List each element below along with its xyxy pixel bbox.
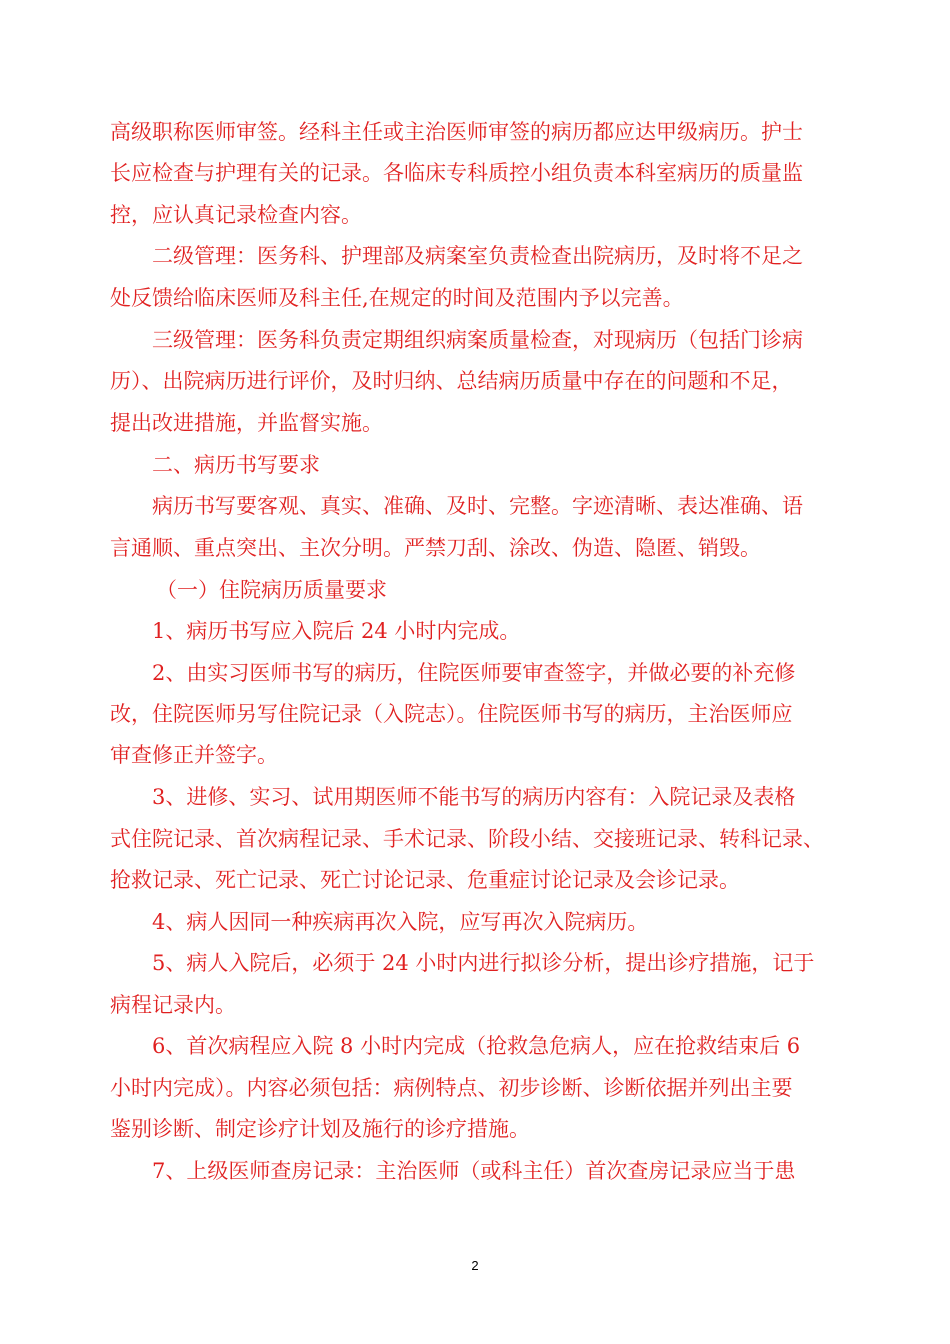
text-line: 小时内完成）。内容必须包括：病例特点、初步诊断、诊断依据并列出主要	[110, 1076, 793, 1100]
text-line: 高级职称医师审签。经科主任或主治医师审签的病历都应达甲级病历。护士	[110, 120, 803, 144]
text-line: 三级管理：医务科负责定期组织病案质量检查，对现病历（包括门诊病	[152, 328, 803, 352]
text-line: 抢救记录、死亡记录、死亡讨论记录、危重症讨论记录及会诊记录。	[110, 868, 740, 892]
text-line: 4、病人因同一种疾病再次入院，应写再次入院病历。	[152, 910, 649, 934]
text-line: 处反馈给临床医师及科主任,在规定的时间及范围内予以完善。	[110, 286, 684, 310]
text-line: 控，应认真记录检查内容。	[110, 203, 362, 227]
text-line: 式住院记录、首次病程记录、手术记录、阶段小结、交接班记录、转科记录、	[110, 827, 824, 851]
text-line: 言通顺、重点突出、主次分明。严禁刀刮、涂改、伪造、隐匿、销毁。	[110, 536, 761, 560]
text-line: 改，住院医师另写住院记录（入院志）。住院医师书写的病历，主治医师应	[110, 702, 793, 726]
text-line: 7、上级医师查房记录：主治医师（或科主任）首次查房记录应当于患	[152, 1159, 796, 1183]
section-heading: 二、病历书写要求	[152, 453, 320, 477]
text-line: 提出改进措施，并监督实施。	[110, 411, 383, 435]
text-line: 6、首次病程应入院 8 小时内完成（抢救急危病人，应在抢救结束后 6	[152, 1034, 801, 1058]
text-line: 审查修正并签字。	[110, 743, 278, 767]
text-line: 3、进修、实习、试用期医师不能书写的病历内容有：入院记录及表格	[152, 785, 796, 809]
page-number: 2	[471, 1258, 479, 1273]
text-line: 鉴别诊断、制定诊疗计划及施行的诊疗措施。	[110, 1117, 530, 1141]
text-line: 历）、出院病历进行评价，及时归纳、总结病历质量中存在的问题和不足，	[110, 369, 793, 393]
text-line: 5、病人入院后，必须于 24 小时内进行拟诊分析，提出诊疗措施，记于	[152, 951, 815, 975]
text-line: 病程记录内。	[110, 993, 236, 1017]
subsection-heading: （一）住院病历质量要求	[156, 578, 387, 602]
text-line: 长应检查与护理有关的记录。各临床专科质控小组负责本科室病历的质量监	[110, 161, 803, 185]
text-line: 1、病历书写应入院后 24 小时内完成。	[152, 619, 521, 643]
text-line: 病历书写要客观、真实、准确、及时、完整。字迹清晰、表达准确、语	[152, 494, 803, 518]
text-line: 二级管理：医务科、护理部及病案室负责检查出院病历，及时将不足之	[152, 244, 803, 268]
text-line: 2、由实习医师书写的病历，住院医师要审查签字，并做必要的补充修	[152, 661, 796, 685]
